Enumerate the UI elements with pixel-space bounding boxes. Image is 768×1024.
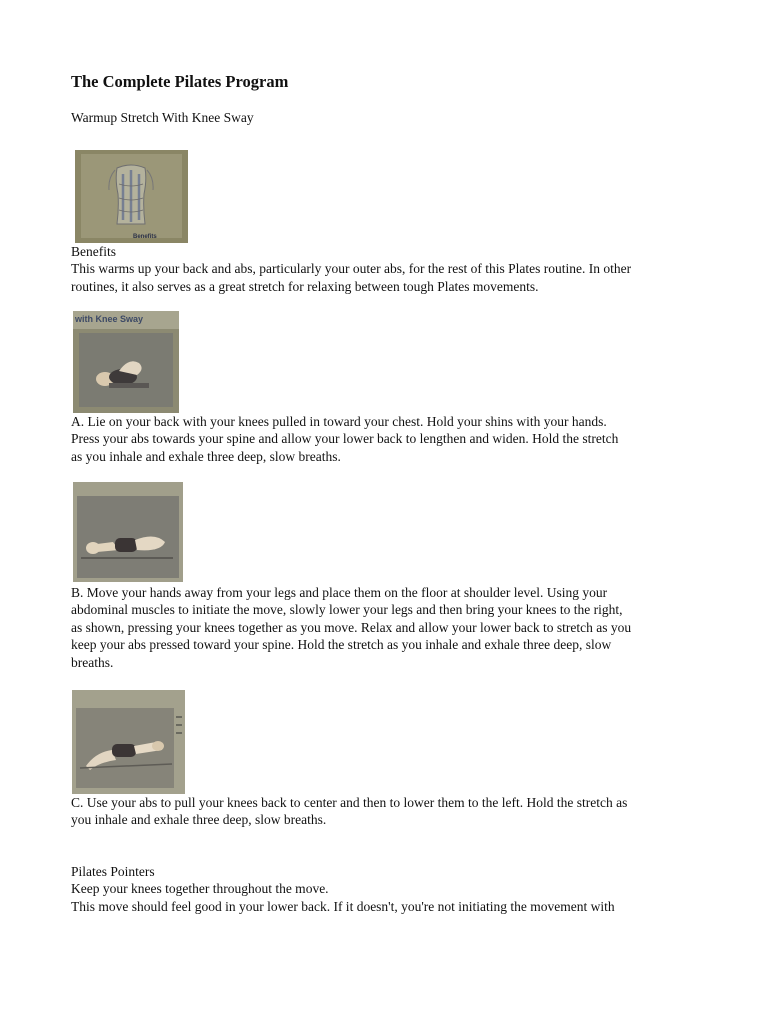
benefits-line-2: routines, it also serves as a great stretch for relaxing between tough Plates movements. bbox=[71, 278, 539, 294]
step-a-line-3: as you inhale and exhale three deep, slow breaths. bbox=[71, 448, 341, 464]
pointers-line-1: Keep your knees together throughout the move. bbox=[71, 881, 329, 897]
step-a-photo-heading: with Knee Sway bbox=[75, 314, 144, 324]
benefits-chart-caption: Benefits bbox=[133, 234, 157, 240]
benefits-line-1: This warms up your back and abs, particularly your outer abs, for the rest of this Plates routine. In other bbox=[71, 261, 632, 277]
pointers-section bbox=[71, 863, 701, 915]
knees-to-chest-photo bbox=[73, 311, 179, 413]
knees-to-left-photo bbox=[72, 690, 185, 794]
step-c-section bbox=[71, 794, 701, 829]
step-b-line-5: breaths. bbox=[71, 654, 114, 670]
page-title: The Complete Pilates Program bbox=[71, 72, 289, 91]
step-a-line-2: Press your abs towards your spine and allow your lower back to lengthen and widen. Hold the stretch bbox=[71, 431, 619, 447]
benefits-chart-image bbox=[75, 150, 188, 243]
knees-to-right-photo bbox=[73, 482, 183, 582]
step-a-section bbox=[71, 413, 701, 465]
pointers-heading: Pilates Pointers bbox=[71, 864, 155, 879]
step-b-section bbox=[71, 584, 701, 671]
pointers-line-2: This move should feel good in your lower back. If it doesn't, you're not initiating the movement with bbox=[71, 898, 615, 914]
benefits-section bbox=[71, 243, 701, 295]
benefits-heading: Benefits bbox=[71, 244, 116, 259]
step-c-line-1: C. Use your abs to pull your knees back to center and then to lower them to the left. Hold the stretch as bbox=[71, 795, 628, 810]
step-a-line-1: A. Lie on your back with your knees pulled in toward your chest. Hold your shins with your hands. bbox=[71, 414, 607, 429]
step-c-line-2: you inhale and exhale three deep, slow breaths. bbox=[71, 812, 327, 828]
step-b-line-1: B. Move your hands away from your legs and place them on the floor at shoulder level. Using your bbox=[71, 585, 608, 600]
step-b-line-3: as shown, pressing your knees together as you move. Relax and allow your lower back to stretch as you bbox=[71, 619, 632, 635]
exercise-subtitle: Warmup Stretch With Knee Sway bbox=[71, 110, 254, 125]
step-b-line-2: abdominal muscles to initiate the move, slowly lower your legs and then bring your knees to the right, bbox=[71, 602, 623, 618]
step-b-line-4: keep your abs pressed toward your spine. Hold the stretch as you inhale and exhale three deep, slow bbox=[71, 637, 612, 653]
